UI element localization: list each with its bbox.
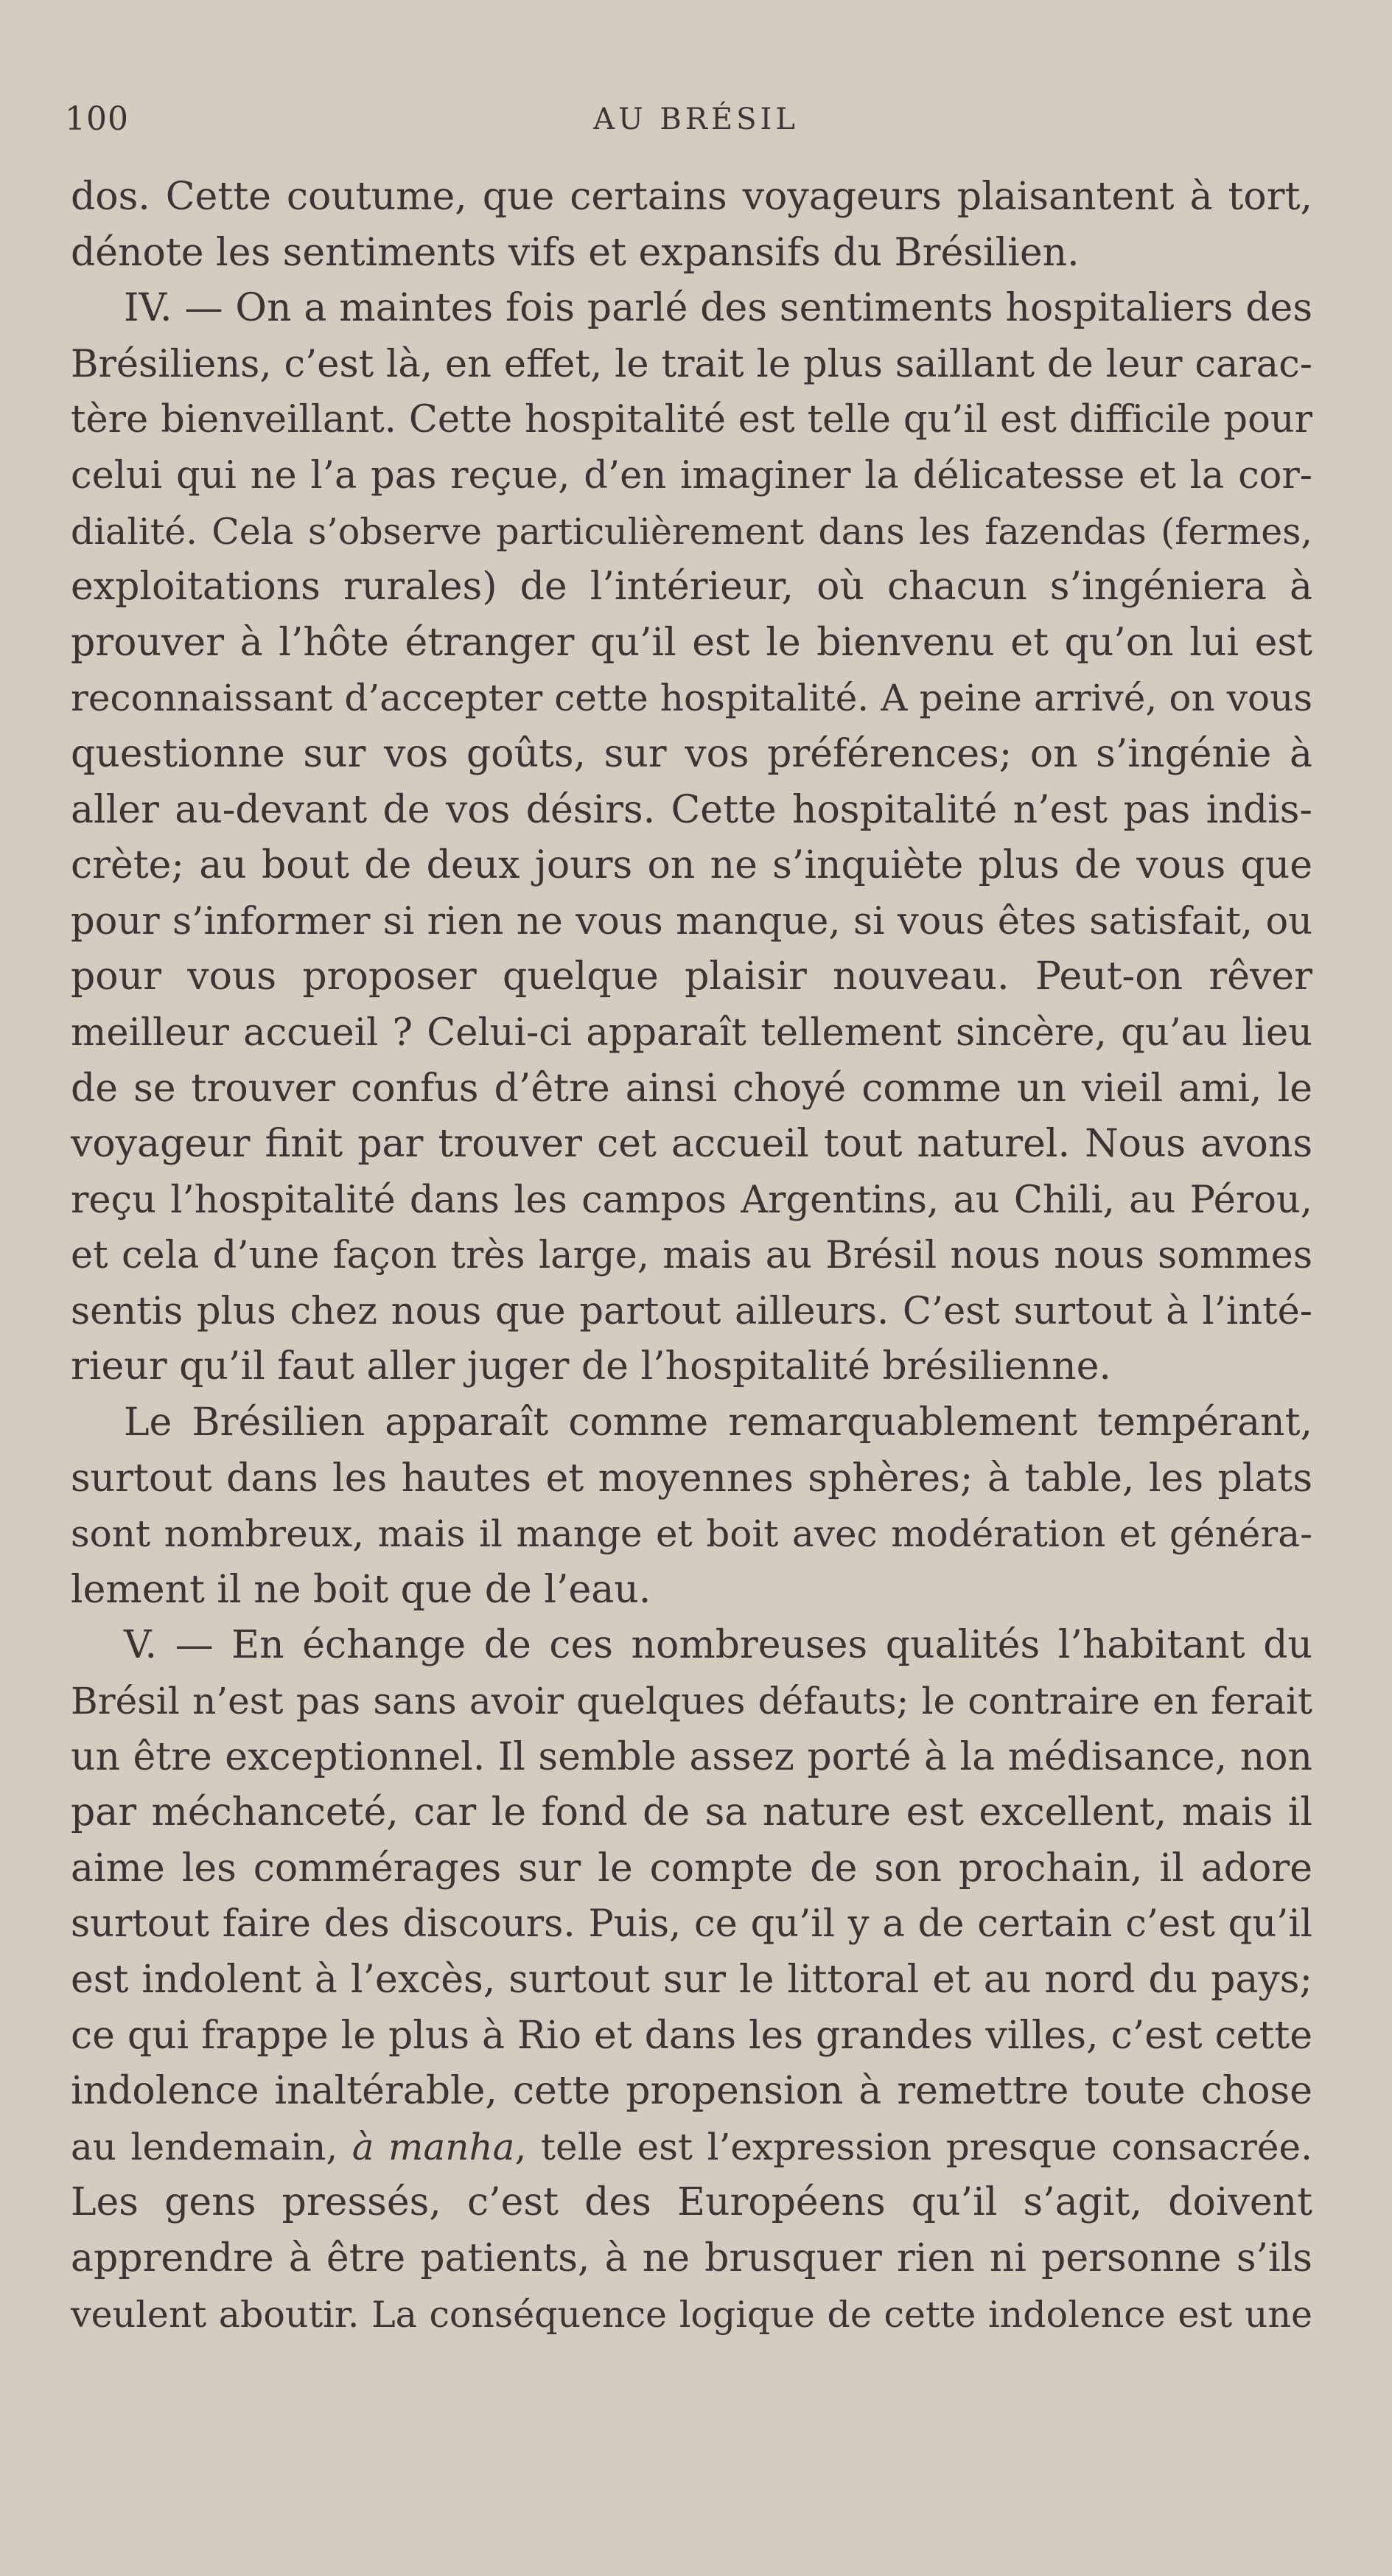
text-line: Brésil n’est pas sans avoir quelques défauts; le contraire en ferait — [71, 1680, 1312, 1723]
text-line: prouver à l’hôte étranger qu’il est le bienvenu et qu’on lui est — [71, 620, 1312, 665]
text-line: surtout dans les hautes et moyennes sphères; à table, les plats — [71, 1456, 1312, 1501]
text-line: Brésiliens, c’est là, en effet, le trait le plus saillant de leur carac- — [71, 342, 1312, 386]
text-line: indolence inaltérable, cette propension à remettre toute chose — [71, 2069, 1312, 2114]
text-line: dos. Cette coutume, que certains voyageurs plaisantent à tort, — [71, 175, 1312, 219]
text-line: et cela d’une façon très large, mais au Brésil nous nous sommes — [71, 1234, 1312, 1278]
text-line: veulent aboutir. La conséquence logique de cette indolence est une — [71, 2293, 1312, 2336]
text-segment: au lendemain, — [71, 2125, 352, 2168]
text-line: est indolent à l’excès, surtout sur le littoral et au nord du pays; — [71, 1958, 1312, 2002]
text-line: reconnaissant d’accepter cette hospitalité. A peine arrivé, on vous — [71, 677, 1312, 720]
text-line: pour vous proposer quelque plaisir nouveau. Peut-on rêver — [71, 954, 1312, 999]
text-line: IV. — On a maintes fois parlé des sentiments hospitaliers des — [124, 286, 1312, 331]
text-line: ce qui frappe le plus à Rio et dans les grandes villes, c’est cette — [71, 2013, 1312, 2058]
running-title: AU BRÉSIL — [593, 102, 799, 136]
text-line: rieur qu’il faut aller juger de l’hospitalité brésilienne. — [71, 1344, 1111, 1389]
text-line: sentis plus chez nous que partout ailleurs. C’est surtout à l’inté- — [71, 1289, 1312, 1333]
text-line: sont nombreux, mais il mange et boit avec modération et généra- — [71, 1512, 1312, 1556]
text-line: lement il ne boit que de l’eau. — [71, 1567, 651, 1612]
text-line: tère bienveillant. Cette hospitalité est telle qu’il est difficile pour — [71, 398, 1312, 442]
body-text — [71, 170, 1312, 2342]
text-line: meilleur accueil ? Celui-ci apparaît tellement sincère, qu’au lieu — [71, 1010, 1312, 1055]
text-line: V. — En échange de ces nombreuses qualités l’habitant du — [124, 1623, 1312, 1668]
text-line: questionne sur vos goûts, sur vos préférences; on s’ingénie à — [71, 731, 1312, 776]
text-line — [71, 2120, 1312, 2176]
text-line: dénote les sentiments vifs et expansifs du Brésilien. — [71, 230, 1080, 275]
text-line: Les gens pressés, c’est des Européens qu’il s’agit, doivent — [71, 2180, 1312, 2225]
text-line: dialité. Cela s’observe particulièrement dans les fazendas (fermes, — [71, 510, 1312, 553]
text-line: pour s’informer si rien ne vous manque, si vous êtes satisfait, ou — [71, 899, 1312, 943]
text-line: voyageur finit par trouver cet accueil tout naturel. Nous avons — [71, 1122, 1312, 1167]
text-line: par méchanceté, car le fond de sa nature est excellent, mais il — [71, 1790, 1312, 1835]
page-number: 100 — [65, 100, 129, 138]
text-line: un être exceptionnel. Il semble assez porté à la médisance, non — [71, 1734, 1312, 1779]
text-line: de se trouver confus d’être ainsi choyé comme un vieil ami, le — [71, 1066, 1312, 1111]
text-line: aime les commérages sur le compte de son prochain, il adore — [71, 1846, 1312, 1891]
text-line: exploitations rurales) de l’intérieur, où chacun s’ingéniera à — [71, 565, 1312, 610]
text-line: apprendre à être patients, à ne brusquer rien ni personne s’ils — [71, 2235, 1312, 2280]
text-segment: , telle est l’expression presque consacrée. — [514, 2125, 1313, 2168]
text-line: Le Brésilien apparaît comme remarquablement tempérant, — [124, 1400, 1312, 1445]
text-line: crète; au bout de deux jours on ne s’inquiète plus de vous que — [71, 843, 1312, 888]
text-line: surtout faire des discours. Puis, ce qu’il y a de certain c’est qu’il — [71, 1902, 1312, 1947]
text-line: aller au-devant de vos désirs. Cette hospitalité n’est pas indis- — [71, 787, 1312, 832]
text-line: celui qui ne l’a pas reçue, d’en imaginer la délicatesse et la cor- — [71, 453, 1312, 498]
text-line: reçu l’hospitalité dans les campos Argentins, au Chili, au Pérou, — [71, 1178, 1312, 1222]
italic-phrase: à manha — [352, 2125, 515, 2168]
